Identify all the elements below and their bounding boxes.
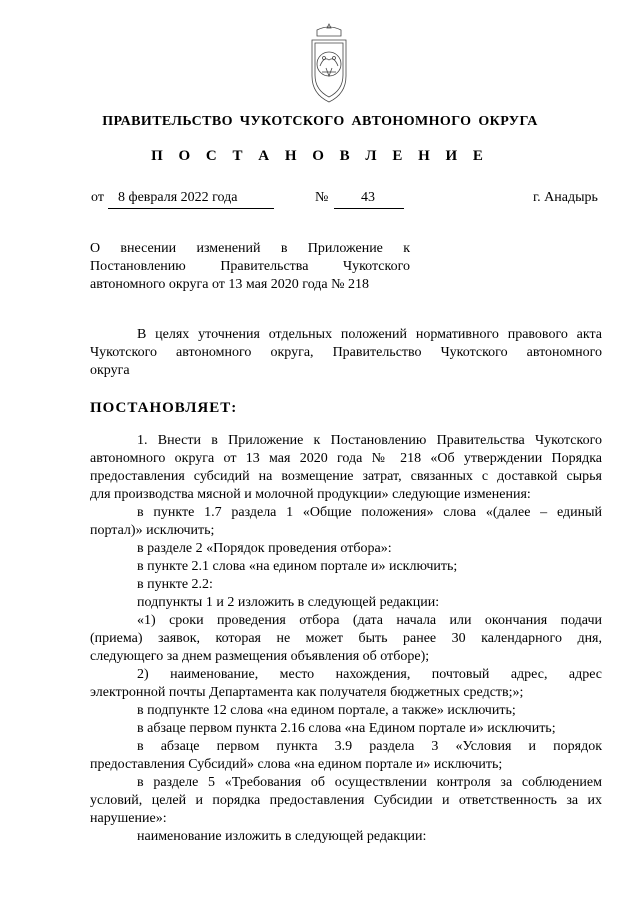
- body-line: в пункте 1.7 раздела 1 «Общие положения» слова «(далее – единый: [137, 505, 602, 520]
- document-subject: [90, 240, 410, 294]
- body-line: портал)» исключить;: [90, 523, 215, 538]
- resolves-heading: ПОСТАНОВЛЯЕТ:: [90, 400, 238, 416]
- body-line: предоставления субсидий на возмещение затрат, связанных с доставкой сырья: [90, 469, 602, 484]
- document-city: г. Анадырь: [533, 190, 598, 205]
- number-prefix: №: [315, 190, 329, 205]
- body-line: условий, целей и порядка предоставления Субсидии и ответственность за их: [90, 793, 602, 808]
- subject-line: автономного округа от 13 мая 2020 года № 218: [90, 277, 369, 292]
- body-line: в абзаце первом пункта 3.9 раздела 3 «Условия и порядок: [137, 739, 602, 754]
- body-line: в пункте 2.2:: [137, 577, 213, 592]
- body-line: предоставления Субсидий» слова «на едином портале и» исключить;: [90, 757, 503, 772]
- body-line: нарушение»:: [90, 811, 167, 826]
- body-line: (приема) заявок, которая не может быть ранее 30 календарного дня,: [90, 631, 602, 646]
- document-type-title: П О С Т А Н О В Л Е Н И Е: [151, 148, 489, 164]
- document-date: [108, 190, 274, 209]
- body-line: 1. Внести в Приложение к Постановлению Правительства Чукотского: [137, 433, 602, 448]
- document-date-value: 8 февраля 2022 года: [118, 190, 238, 205]
- preamble-line: Чукотского автономного округа, Правительство Чукотского автономного: [90, 345, 602, 360]
- body-line: в разделе 5 «Требования об осуществлении контроля за соблюдением: [137, 775, 602, 790]
- preamble-line: округа: [90, 363, 130, 378]
- subject-line: Постановлению Правительства Чукотского: [90, 259, 410, 274]
- body-line: для производства мясной и молочной продукции» следующие изменения:: [90, 487, 531, 502]
- body-line: 2) наименование, место нахождения, почтовый адрес, адрес: [137, 667, 602, 682]
- coat-of-arms-emblem-icon: [304, 20, 354, 108]
- body-line: наименование изложить в следующей редакции:: [137, 829, 427, 844]
- body-line: следующего за днем размещения объявления об отборе);: [90, 649, 430, 664]
- preamble-paragraph: [90, 326, 602, 380]
- document-number: [334, 190, 404, 209]
- government-title: ПРАВИТЕЛЬСТВО ЧУКОТСКОГО АВТОНОМНОГО ОКРУГА: [102, 114, 538, 129]
- body-line: в подпункте 12 слова «на едином портале, а также» исключить;: [137, 703, 516, 718]
- document-number-value: 43: [361, 190, 375, 205]
- document-meta-row: [0, 190, 640, 210]
- body-line: в разделе 2 «Порядок проведения отбора»:: [137, 541, 392, 556]
- body-line: в абзаце первом пункта 2.16 слова «на Едином портале и» исключить;: [137, 721, 556, 736]
- body-line: автономного округа от 13 мая 2020 года № 218 «Об утверждении Порядка: [90, 451, 602, 466]
- body-line: «1) сроки проведения отбора (дата начала или окончания подачи: [137, 613, 602, 628]
- subject-line: О внесении изменений в Приложение к: [90, 241, 410, 256]
- body-line: в пункте 2.1 слова «на едином портале и» исключить;: [137, 559, 458, 574]
- body-line: подпункты 1 и 2 изложить в следующей редакции:: [137, 595, 440, 610]
- date-prefix: от: [91, 190, 104, 205]
- preamble-line: В целях уточнения отдельных положений нормативного правового акта: [137, 327, 602, 342]
- resolution-body: [90, 432, 602, 846]
- body-line: электронной почты Департамента как получателя бюджетных средств;»;: [90, 685, 524, 700]
